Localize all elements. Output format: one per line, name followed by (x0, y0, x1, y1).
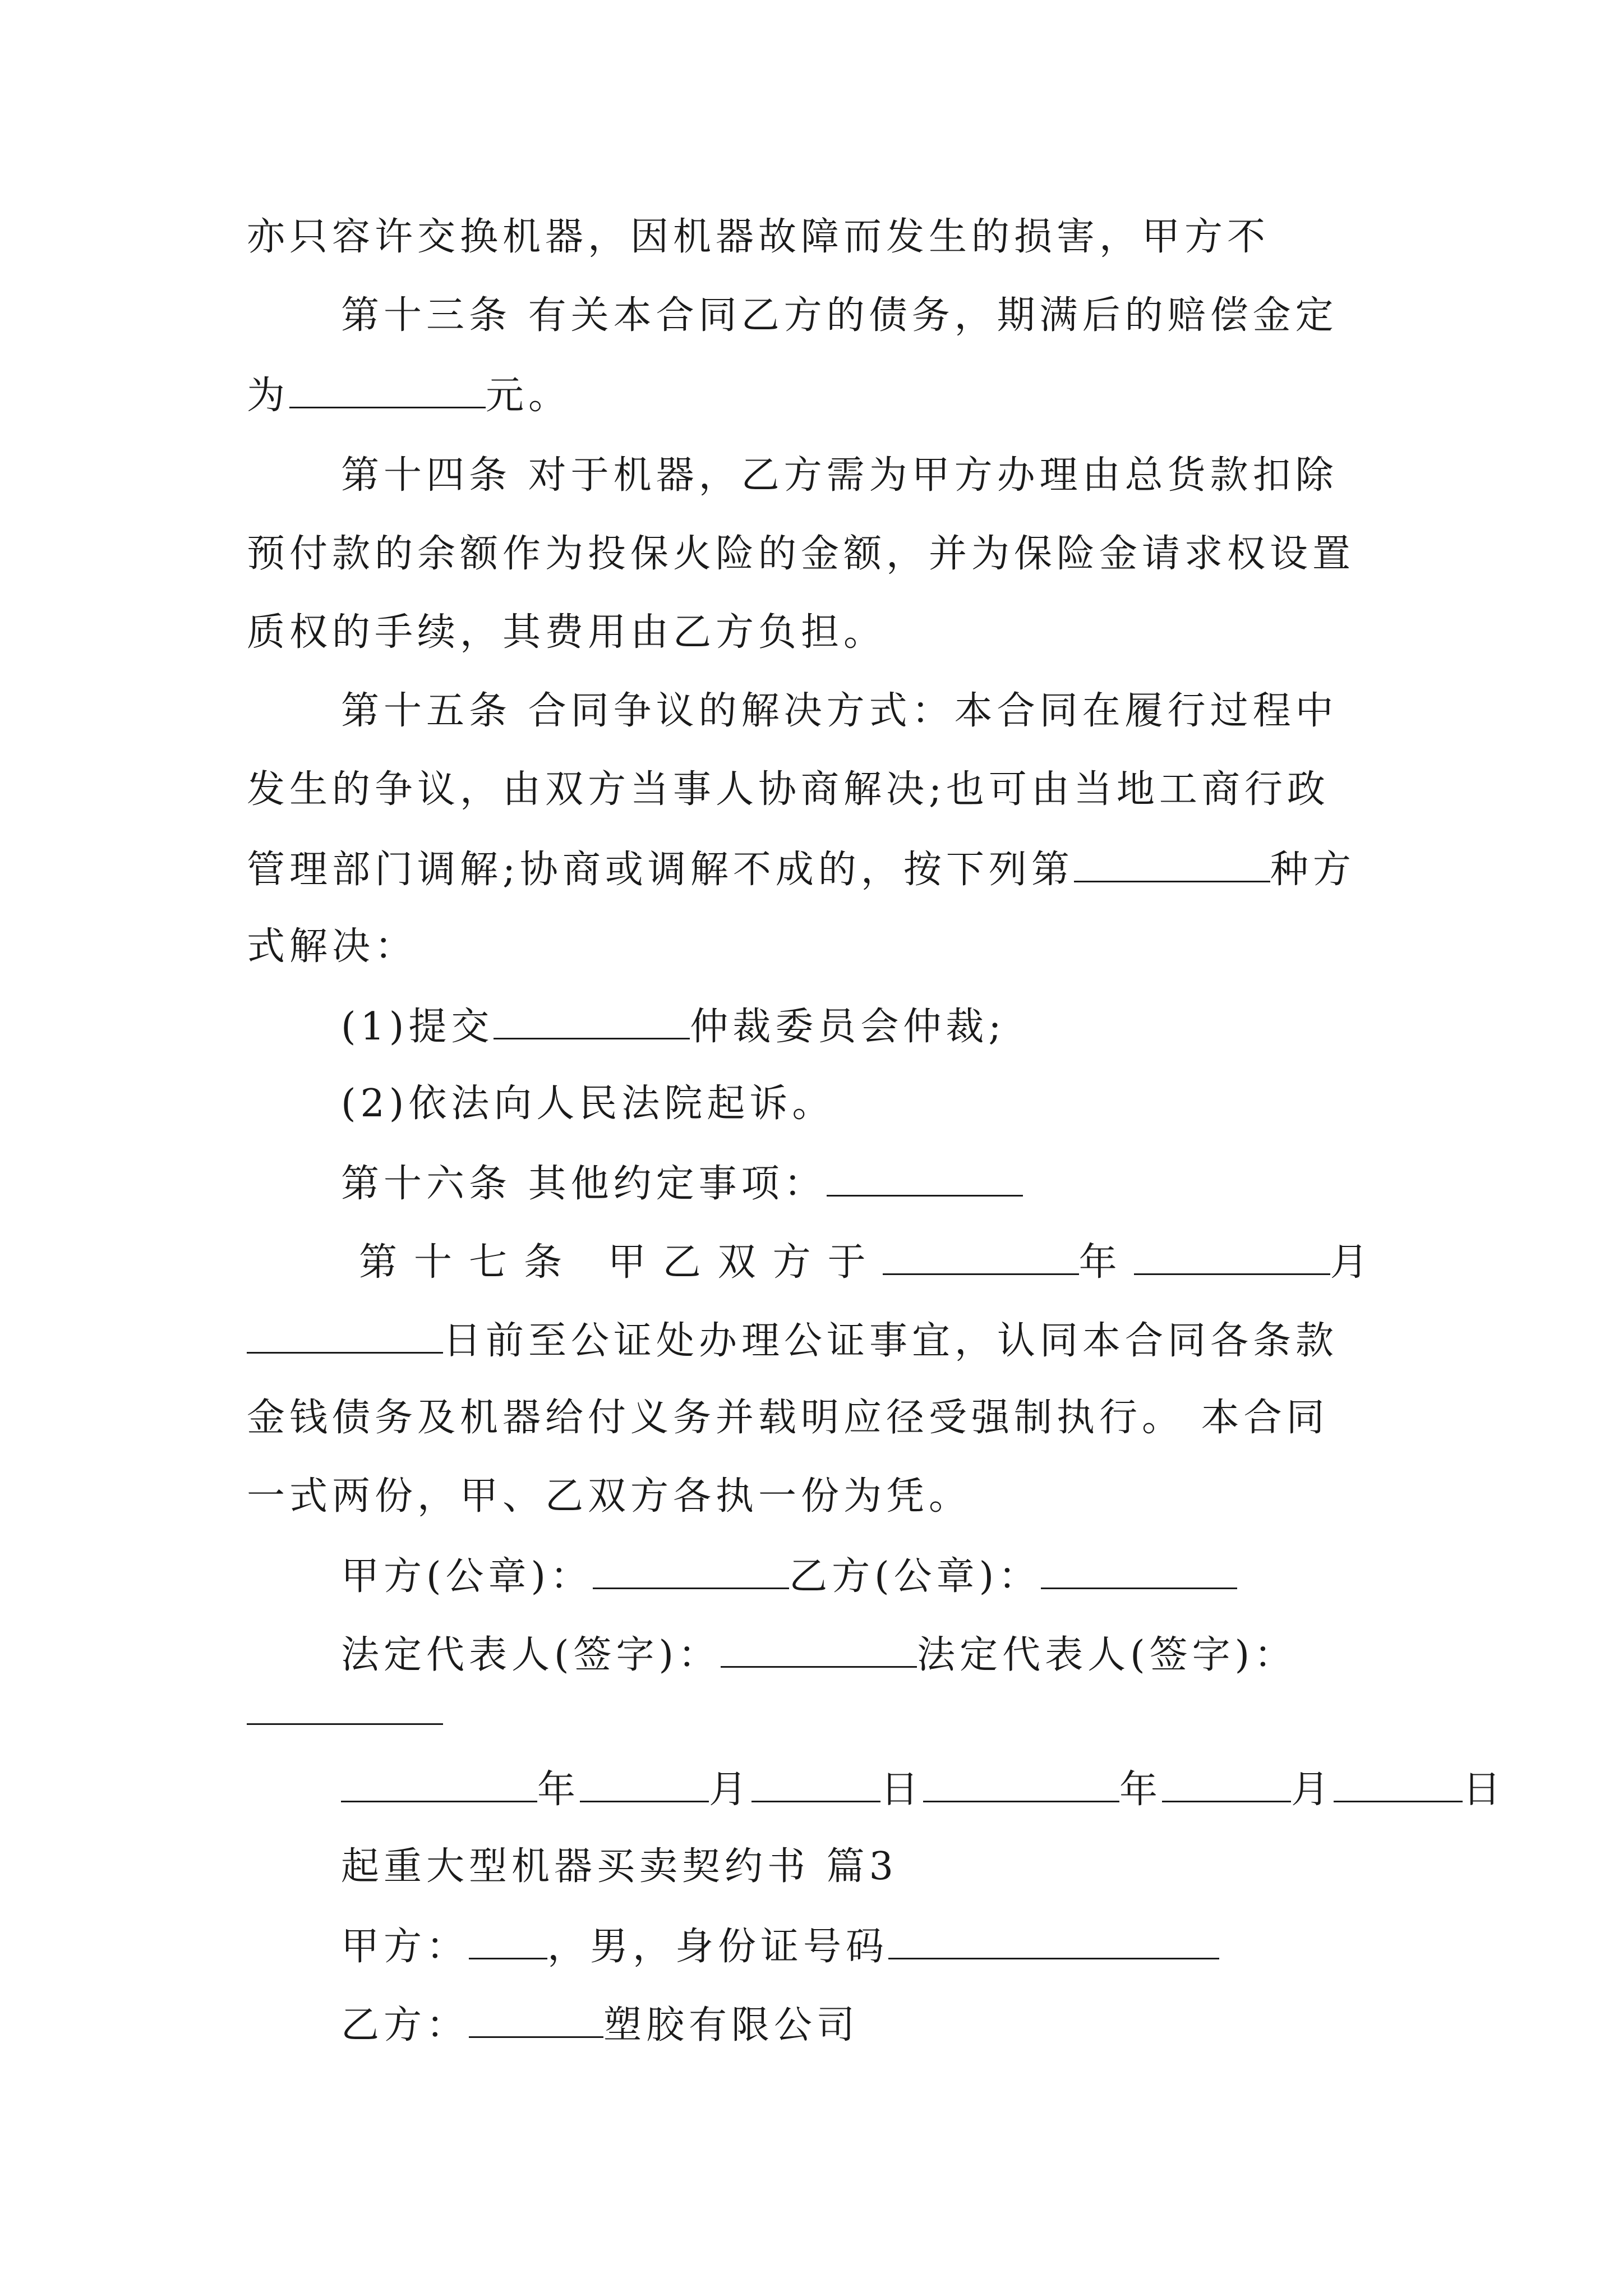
article-14-line-1 (341, 453, 1338, 498)
party-a-line (341, 1923, 1219, 1970)
text: 第十三条 有关本合同乙方的债务，期满后的赔偿金定 (341, 293, 1338, 338)
blank-resolution-method (1074, 846, 1270, 882)
blank-month (1134, 1239, 1330, 1275)
text: 月 (709, 1768, 752, 1812)
text: 日 (1463, 1768, 1506, 1812)
article-16-line (341, 1160, 1023, 1207)
text: 月 (1291, 1768, 1334, 1812)
text: 日 (880, 1768, 924, 1812)
article-17-line-1 (359, 1239, 1385, 1285)
text: 第十七条 甲乙双方于 (359, 1240, 883, 1285)
text: 为 (247, 374, 290, 418)
blank-day-b (1334, 1766, 1463, 1802)
blank-compensation-amount (289, 372, 486, 408)
article-14-line-2 (247, 532, 1355, 577)
article-17-line-2 (247, 1317, 1338, 1364)
signature-line (341, 1631, 1297, 1678)
blank-party-b-rep (247, 1723, 443, 1725)
text: 第十五条 合同争议的解决方式：本合同在履行过程中 (341, 689, 1338, 733)
seal-line (341, 1553, 1237, 1599)
text: 第十四条 对于机器，乙方需为甲方办理由总货款扣除 (341, 453, 1338, 498)
article-15-line-2 (247, 767, 1330, 812)
text: 式解决： (247, 924, 418, 969)
option-2-line (341, 1082, 834, 1126)
blank-month-a (580, 1766, 709, 1802)
text: 年 (1119, 1768, 1163, 1812)
text: 质权的手续，其费用由乙方负担。 (247, 610, 887, 655)
blank-year-b (923, 1766, 1119, 1802)
blank-year (883, 1239, 1079, 1275)
blank-month-b (1162, 1766, 1291, 1802)
date-line (341, 1766, 1505, 1812)
text: 年 (1078, 1240, 1134, 1285)
blank-other-matters (827, 1160, 1023, 1197)
text: 年 (537, 1768, 580, 1812)
blank-party-a-seal (593, 1553, 789, 1589)
text: (2)依法向人民法院起诉。 (341, 1082, 835, 1126)
blank-year-a (341, 1766, 537, 1802)
text: 亦只容许交换机器，因机器故障而发生的损害，甲方不 (247, 215, 1270, 259)
article-15-line-4 (247, 924, 417, 969)
text: (1)提交 (341, 1005, 494, 1049)
party-b-seal-label: 乙方(公章)： (789, 1554, 1041, 1599)
party-b-line (341, 2001, 859, 2048)
party-a-seal-label: 甲方(公章)： (341, 1554, 593, 1599)
blank-party-a-rep (721, 1631, 917, 1668)
blank-arbitration-committee (494, 1003, 690, 1039)
article-14-line-3 (247, 610, 886, 655)
blank-party-a-name (469, 1923, 547, 1959)
text: 管理部门调解;协商或调解不成的，按下列第 (247, 848, 1074, 892)
article-15-line-3 (247, 846, 1355, 892)
text: 第十六条 其他约定事项： (341, 1162, 827, 1206)
party-a-rep-label: 法定代表人(签字)： (341, 1633, 721, 1677)
text: 塑胶有限公司 (603, 2003, 860, 2047)
blank-company-name (469, 2001, 603, 2038)
article-15-line-1 (341, 689, 1338, 734)
text: 乙方： (341, 2003, 469, 2047)
section-heading (341, 1844, 898, 1889)
blank-day-a (751, 1766, 880, 1802)
article-17-line-3 (247, 1396, 1329, 1441)
text: 种方 (1270, 848, 1355, 892)
text: 日前至公证处办理公证事宜，认同本合同各条款 (443, 1319, 1339, 1363)
text: 一式两份，甲、乙双方各执一份为凭。 (247, 1474, 972, 1519)
text: 元。 (486, 374, 571, 418)
blank-party-b-seal (1041, 1553, 1237, 1589)
text: 金钱债务及机器给付义务并载明应径受强制执行。 本合同 (247, 1396, 1329, 1440)
text: ，男，身份证号码 (547, 1925, 889, 1969)
text: 月 (1330, 1240, 1385, 1285)
paragraph-line (247, 215, 1270, 260)
article-13-line-2 (247, 372, 571, 418)
option-1-line (341, 1003, 1006, 1050)
text: 发生的争议，由双方当事人协商解决;也可由当地工商行政 (247, 767, 1330, 812)
article-17-line-4 (247, 1474, 971, 1519)
blank-day (247, 1317, 443, 1354)
article-13-line-1 (341, 293, 1338, 338)
blank-id-number (888, 1923, 1219, 1959)
text: 预付款的余额作为投保火险的金额，并为保险金请求权设置 (247, 532, 1355, 576)
text: 甲方： (341, 1925, 469, 1969)
text: 起重大型机器买卖契约书 篇3 (341, 1844, 898, 1889)
party-b-rep-label: 法定代表人(签字)： (917, 1633, 1297, 1677)
text: 仲裁委员会仲裁; (690, 1005, 1006, 1049)
